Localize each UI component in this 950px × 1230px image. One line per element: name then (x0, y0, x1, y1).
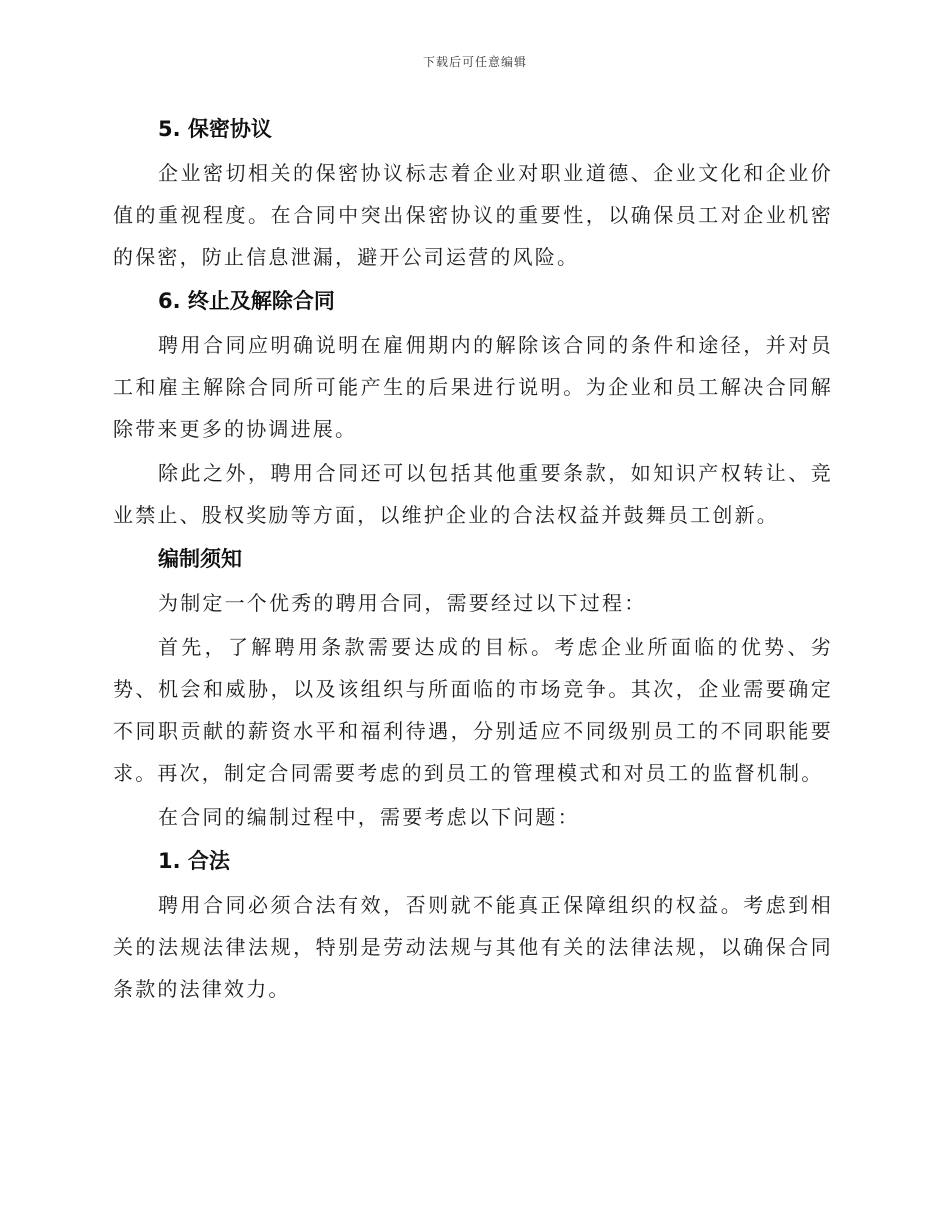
paragraph-confidentiality: 企业密切相关的保密协议标志着企业对职业道德、企业文化和企业价值的重视程度。在合同中突出保密协议的重要性，以确保员工对企业机密的保密，防止信息泄漏，避开公司运营的风险。 (113, 161, 833, 269)
document-body (113, 108, 833, 1012)
paragraph-other-terms: 除此之外，聘用合同还可以包括其他重要条款，如知识产权转让、竞业禁止、股权奖励等方面，以维护企业的合法权益并鼓舞员工创新。 (113, 461, 833, 527)
paragraph-drafting-questions: 在合同的编制过程中，需要考虑以下问题： (158, 805, 580, 829)
section-heading-legal: 1. 合法 (158, 849, 230, 873)
paragraph-drafting-process: 首先，了解聘用条款需要达成的目标。考虑企业所面临的优势、劣势、机会和威胁，以及该组织与所面临的市场竞争。其次，企业需要确定不同职贡献的薪资水平和福利待遇，分别适应不同级别员工的不同职能要求。再次，制定合同需要考虑的到员工的管理模式和对员工的监督机制。 (113, 635, 833, 785)
section-heading-termination: 6. 终止及解除合同 (158, 289, 335, 313)
section-heading-drafting-notes: 编制须知 (158, 547, 242, 571)
paragraph-drafting-intro: 为制定一个优秀的聘用合同，需要经过以下过程： (158, 591, 647, 615)
paragraph-legal: 聘用合同必须合法有效，否则就不能真正保障组织的权益。考虑到相关的法规法律法规，特别是劳动法规与其他有关的法律法规，以确保合同条款的法律效力。 (113, 893, 833, 1001)
section-heading-confidentiality: 5. 保密协议 (158, 117, 272, 141)
page-header: 下载后可任意编辑 (422, 55, 527, 69)
paragraph-termination: 聘用合同应明确说明在雇佣期内的解除该合同的条件和途径，并对员工和雇主解除合同所可能产生的后果进行说明。为企业和员工解决合同解除带来更多的协调进展。 (113, 333, 833, 441)
